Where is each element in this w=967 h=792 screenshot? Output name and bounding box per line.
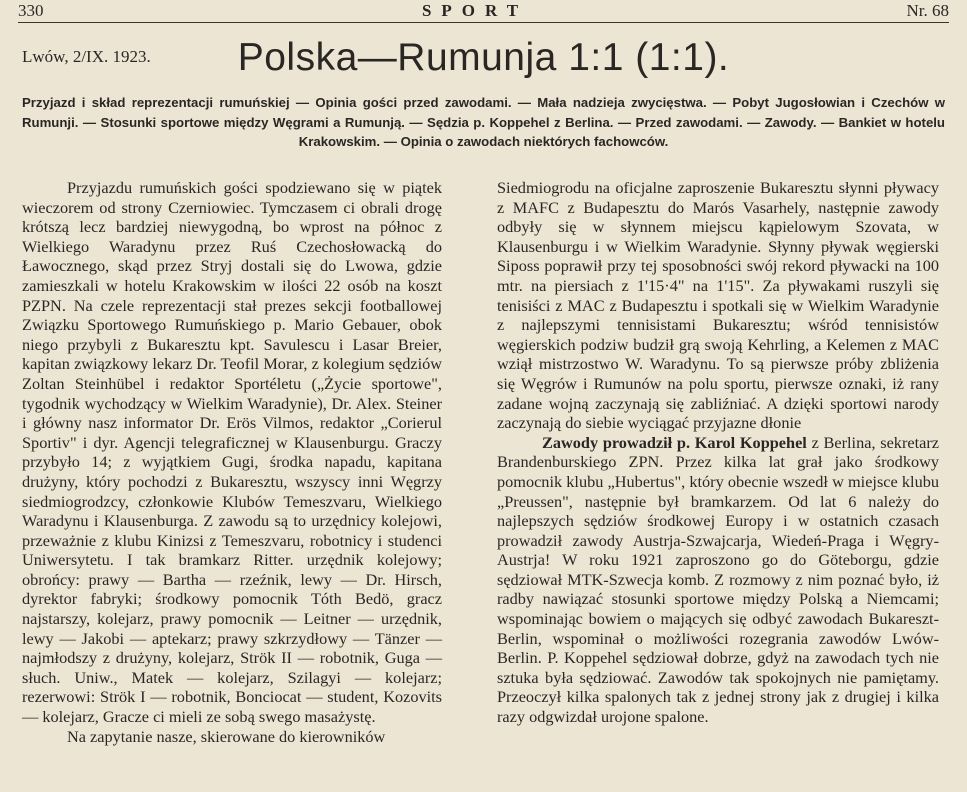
left-paragraph-1: Przyjazdu rumuńskich gości spodziewano się w piątek wieczorem od strony Czerniowiec. Tymczasem ci obrali drogę krótszą lecz bardziej niewygodną, bo wprost na północ z Wielkiego Waradynu przez Ruś Czechosłowacką do Ławocznego, skąd przez Stryj dostali się do Lwowa, gdzie zamieszkali w hotelu Krakowskim w ilości 22 osób na koszt PZPN. Na czele reprezentacji stał prezes sekcji footballowej Związku Sportowego Rumuńskiego p. Mario Gebauer, obok niego przybyli z Bukaresztu kpt. Savulescu i Lasar Breier, kapitan związkowy lekarz Dr. Teofil Morar, z kolegium sędziów Zoltan Steinhübel i redaktor Sportéletu („Życie sportowe", tygodnik wychodzący w Wielkim Waradynie), Dr. Alex. Steiner i główny nasz informator Dr. Erös Vilmos, redaktor „Corierul Sportiv" i dyr. Agencji telegraficznej w Klausenburgu. Graczy przybyło 14; z wyjątkiem Gugi, środka napadu, kapitana drużyny, który pochodzi z Bukaresztu, wszyscy inni Węgrzy siedmiogrodzcy, członkowie Klubów Temeszvaru, Wielkiego Waradynu i Klausenburga. Z zawodu są to urzędnicy kolejowi, przeważnie z klubu Kinizsi z Temeszvaru, robotnicy i studenci Uniwersytetu. I tak bramkarz Ritter. urzędnik kolejowy; obrońcy: prawy — Bartha — rzeźnik, lewy — Dr. Hirsch, dyrektor fabryki; środkowy pomocnik Tóth Bedö, gracz najstarszy, kolejarz, prawy pomocnik — Leitner — urzędnik, lewy — Jakobi — aptekarz; prawy szkrzydłowy — Tänzer — najmłodszy z drużyny, kolejarz, Strök II — robotnik, Guga — słuch. Uniw., Matek — kolejarz, Szilagyi — kolejarz; rezerwowi: Strök I — robotnik, Bonciocat — student, Kozovits — kolejarz, Gracze ci mieli ze sobą swego masażystę. xyxy=(22,178,442,727)
dateline: Lwów, 2/IX. 1923. xyxy=(22,47,151,66)
article-headline: Polska—Rumunja 1:1 (1:1). xyxy=(237,36,730,79)
left-column xyxy=(22,178,442,746)
right-paragraph-1: Siedmiogrodu na oficjalne zaproszenie Bukaresztu słynni pływacy z MAFC z Budapesztu do Marós Vasarhely, następnie zawody odbyły się w słynnem miejscu kąpielowym Szovata, w Klausenburgu i w Wielkim Waradynie. Słynny pływak węgierski Siposs poprawił przy tej sposobności swój rekord pływacki na 100 mtr. na piersiach z 1'15·4" na 1'15". Za pływakami ruszyli się tenisiści z MAC z Budapesztu i spotkali się w Wielkim Waradynie z najlepszymi tennisistami Bukaresztu; wśród tennisistów węgierskich podziw budził grą swoją Kehrling, a Kelemen z MAC wziął mistrzostwo W. Waradynu. To są pierwsze próby zbliżenia się Węgrów i Rumunów na polu sportu, pierwsze oznaki, iż rany zadane wojną zaczynają się zabliźniać. A dzięki sportowi narody zaczynają do siebie wyciągać przyjazne dłonie xyxy=(497,178,939,433)
referee-text: z Berlina, sekretarz Brandenburskiego ZPN. Przez kilka lat grał jako środkowy pomocnik klubu „Hubertus", który obecnie wszedł w miejsce klubu „Preussen", następnie był bramkarzem. Od lat 6 należy do najlepszych sędziów środkowej Europy i w ostatnich czasach prowadził zawody Austrja-Szwajcarja, Wiedeń-Praga i Węgry-Austrja! W roku 1921 zaproszono go do Göteborgu, gdzie sędziował MTK-Szwecja komb. Z rozmowy z nim poznać było, iż radby nawiązać stosunki sportowe między Polską a Niemcami; wspominając bowiem o mających się odbyć zawodach Bukareszt-Berlin, wspominał o możliwości rozegrania zawodów Lwów-Berlin. P. Koppehel sędziował dobrze, gdyż na zawodach tych nie sztuka była sędziować. Zawodów tak spokojnych nie pamiętamy. Przeoczył kilka spalonych tak z jednej strony jak z drugiej i kilka razy odgwizdał urojone spalone. xyxy=(497,432,939,727)
referee-lead: Zawody prowadził p. Karol Koppehel xyxy=(542,432,807,452)
page-number: 330 xyxy=(18,1,44,20)
header-rule xyxy=(18,22,949,23)
article-subhead: Przyjazd i skład reprezentacji rumuńskiej — Opinia gości przed zawodami. — Mała nadzieja zwycięstwa. — Pobyt Jugosłowian i Czechów w Rumunji. — Stosunki sportowe między Węgrami a Rumunją. — Sędzia p. Koppehel z Berlina. — Przed zawodami. — Zawody. — Bankiet w hotelu Krakowskim. — Opinia o zawodach niektórych fachowców. xyxy=(22,95,945,149)
journal-title: SPORT xyxy=(421,1,529,20)
right-paragraph-2 xyxy=(497,433,939,727)
issue-number: Nr. 68 xyxy=(906,1,949,20)
right-column xyxy=(497,178,939,727)
left-paragraph-2: Na zapytanie nasze, skierowane do kierowników xyxy=(67,726,386,746)
page-header xyxy=(18,0,949,22)
